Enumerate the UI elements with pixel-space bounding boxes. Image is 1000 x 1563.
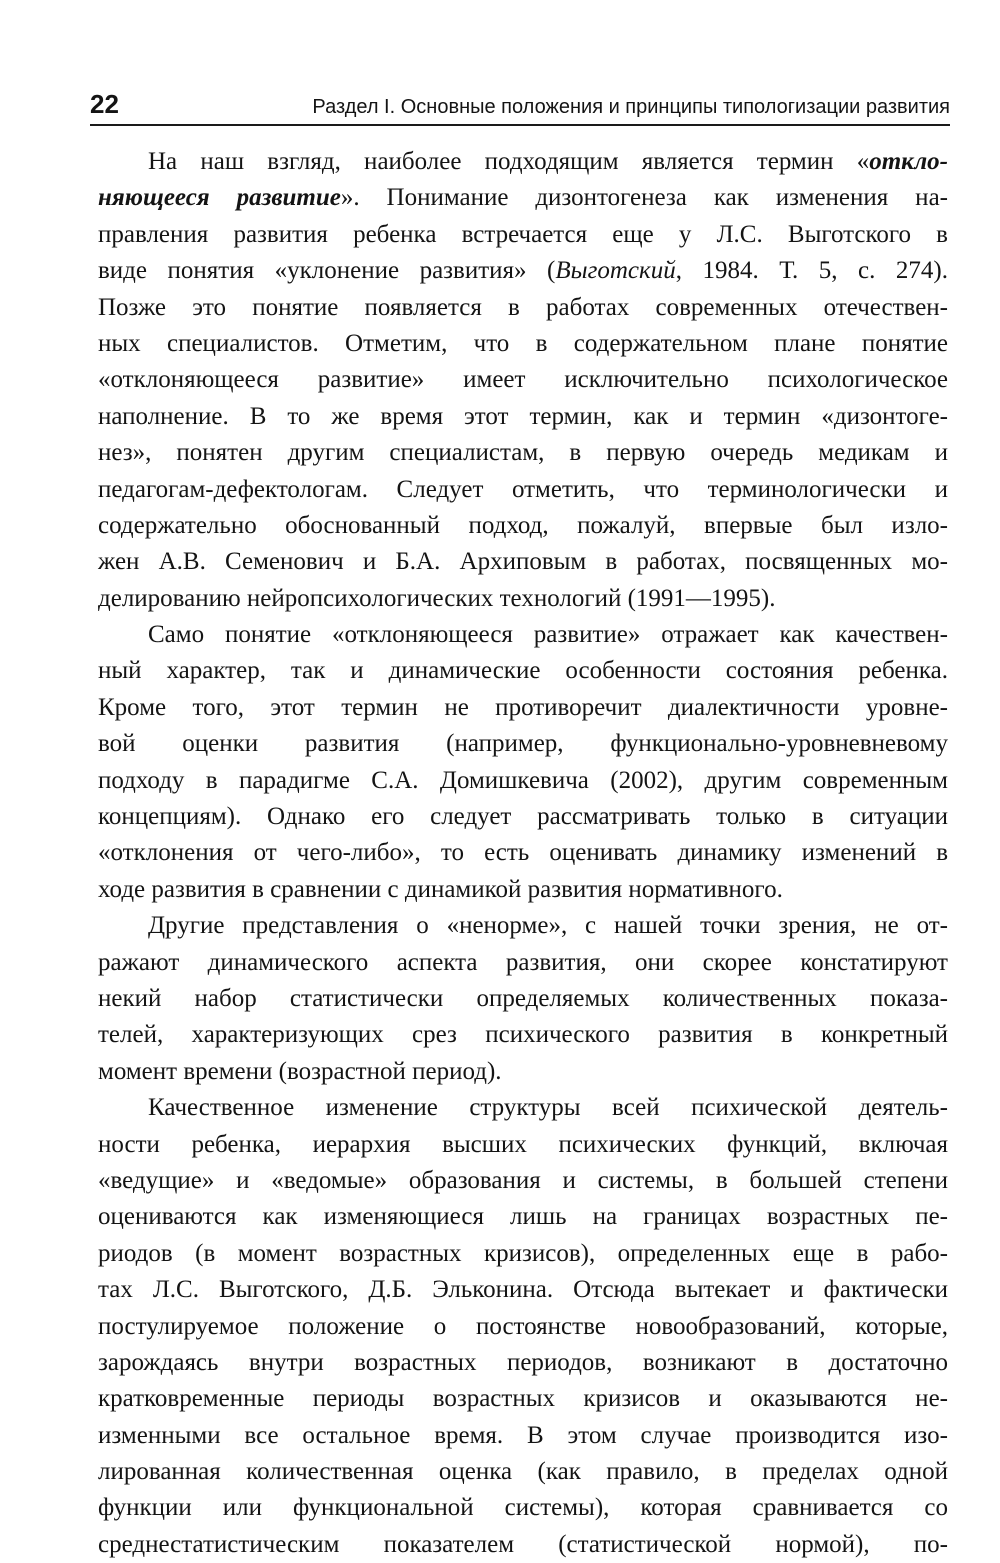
text-segment: ходе развития в сравнении с динамикой развития нормативного.: [98, 875, 783, 903]
text-segment: Качественное изменение структуры всей психической деятель-: [148, 1094, 948, 1122]
text-line: [98, 945, 948, 981]
text-line: [98, 144, 948, 180]
text-line: [98, 1090, 948, 1126]
text-segment: ности ребенка, иерархия высших психических функций, включая: [98, 1130, 948, 1158]
text-segment: «отклоняющееся развитие» имеет исключительно психологическое: [98, 366, 948, 394]
text-line: [98, 435, 948, 471]
text-segment: , 1984. Т. 5, с. 274).: [675, 257, 948, 285]
emphasized-term: откло-: [869, 148, 948, 175]
text-segment: Само понятие «отклоняющееся развитие» отражает как качествен-: [148, 621, 948, 649]
emphasized-term: няющееся развитие: [98, 184, 341, 212]
text-line: [98, 617, 948, 653]
text-line: [98, 399, 948, 435]
text-line: [98, 581, 948, 617]
text-line: [98, 1345, 948, 1381]
text-line: [98, 1454, 948, 1490]
text-line: [98, 1272, 948, 1308]
text-line: [98, 653, 948, 689]
text-segment: Другие представления о «ненорме», с нашей точки зрения, не от-: [148, 912, 948, 940]
text-line: [98, 726, 948, 762]
text-line: [98, 1163, 948, 1199]
paragraph: [98, 908, 948, 1090]
text-line: [98, 1490, 948, 1526]
text-line: [98, 362, 948, 398]
text-segment: жен А.В. Семенович и Б.А. Архиповым в работах, посвященных мо-: [98, 548, 948, 576]
text-segment: тах Л.С. Выготского, Д.Б. Эльконина. Отсюда вытекает и фактически: [98, 1276, 948, 1304]
text-segment: концепциям). Однако его следует рассматривать только в ситуации: [98, 803, 948, 831]
text-line: [98, 544, 948, 580]
text-line: [98, 326, 948, 362]
body-text: [98, 144, 948, 1563]
text-line: [98, 908, 948, 944]
text-line: [98, 1381, 948, 1417]
text-line: [98, 763, 948, 799]
text-line: [98, 799, 948, 835]
running-head: Раздел I. Основные положения и принципы типологизации развития: [312, 96, 950, 118]
paragraph: [98, 617, 948, 908]
text-segment: содержательно обоснованный подход, пожалуй, впервые был изло-: [98, 511, 948, 539]
text-segment: нез», понятен другим специалистам, в первую очередь медикам и: [98, 439, 948, 467]
text-line: [98, 1236, 948, 1272]
text-segment: риодов (в момент возрастных кризисов), определенных еще в рабо-: [98, 1239, 948, 1267]
text-segment: Кроме того, этот термин не противоречит диалектичности уровне-: [98, 693, 948, 721]
text-segment: изменными все остальное время. В этом случае производится изо-: [98, 1421, 948, 1449]
text-segment: постулируемое положение о постоянстве новообразований, которые,: [98, 1312, 948, 1340]
paragraph: [98, 1090, 948, 1563]
text-line: [98, 1309, 948, 1345]
text-segment: правления развития ребенка встречается еще у Л.С. Выготского в: [98, 220, 948, 248]
paragraph: [98, 144, 948, 617]
text-segment: педагогам-дефектологам. Следует отметить, что терминологически и: [98, 475, 948, 503]
text-line: [98, 508, 948, 544]
text-line: [98, 1054, 948, 1090]
text-segment: Позже это понятие появляется в работах современных отечествен-: [98, 293, 948, 321]
text-segment: виде понятия «уклонение развития» (: [98, 257, 556, 285]
text-segment: некий набор статистически определяемых количественных показа-: [98, 984, 948, 1012]
text-line: [98, 1017, 948, 1053]
text-segment: кратковременные периоды возрастных кризисов и оказываются не-: [98, 1385, 948, 1413]
text-segment: лированная количественная оценка (как правило, в пределах одной: [98, 1458, 948, 1486]
text-segment: телей, характеризующих срез психического развития в конкретный: [98, 1021, 948, 1049]
text-line: [98, 1127, 948, 1163]
text-segment: оцениваются как изменяющиеся лишь на границах возрастных пе-: [98, 1203, 948, 1231]
text-line: [98, 835, 948, 871]
page-number: 22: [90, 89, 119, 119]
text-line: [98, 1199, 948, 1235]
text-segment: момент времени (возрастной период).: [98, 1057, 502, 1085]
text-line: [98, 217, 948, 253]
text-segment: функции или функциональной системы), которая сравнивается со: [98, 1494, 948, 1522]
page-header: [90, 84, 950, 126]
text-line: [98, 872, 948, 908]
text-segment: ных специалистов. Отметим, что в содержательном плане понятие: [98, 329, 948, 357]
text-line: [98, 1418, 948, 1454]
text-line: [98, 1527, 948, 1563]
text-segment: наполнение. В то же время этот термин, как и термин «дизонтоге-: [98, 402, 948, 430]
text-segment: вой оценки развития (например, функционально-уровневневому: [98, 730, 948, 758]
italic-citation: Выготский: [555, 257, 676, 285]
text-segment: ный характер, так и динамические особенности состояния ребенка.: [98, 657, 948, 685]
text-segment: На наш взгляд, наиболее подходящим является термин «: [148, 148, 870, 175]
text-line: [98, 180, 948, 216]
text-line: [98, 472, 948, 508]
text-segment: «отклонения от чего-либо», то есть оценивать динамику изменений в: [98, 839, 948, 867]
text-line: [98, 981, 948, 1017]
text-segment: подходу в парадигме С.А. Домишкевича (2002), другим современным: [98, 766, 948, 794]
text-segment: «ведущие» и «ведомые» образования и системы, в большей степени: [98, 1166, 948, 1194]
text-line: [98, 253, 948, 289]
text-segment: ». Понимание дизонтогенеза как изменения на-: [340, 184, 948, 212]
text-segment: делированию нейропсихологических технологий (1991—1995).: [98, 584, 776, 612]
text-segment: зарождаясь внутри возрастных периодов, возникают в достаточно: [98, 1348, 948, 1376]
text-line: [98, 690, 948, 726]
text-line: [98, 290, 948, 326]
text-segment: ражают динамического аспекта развития, они скорее констатируют: [98, 948, 948, 976]
text-segment: среднестатистическим показателем (статистической нормой), по-: [98, 1530, 948, 1558]
